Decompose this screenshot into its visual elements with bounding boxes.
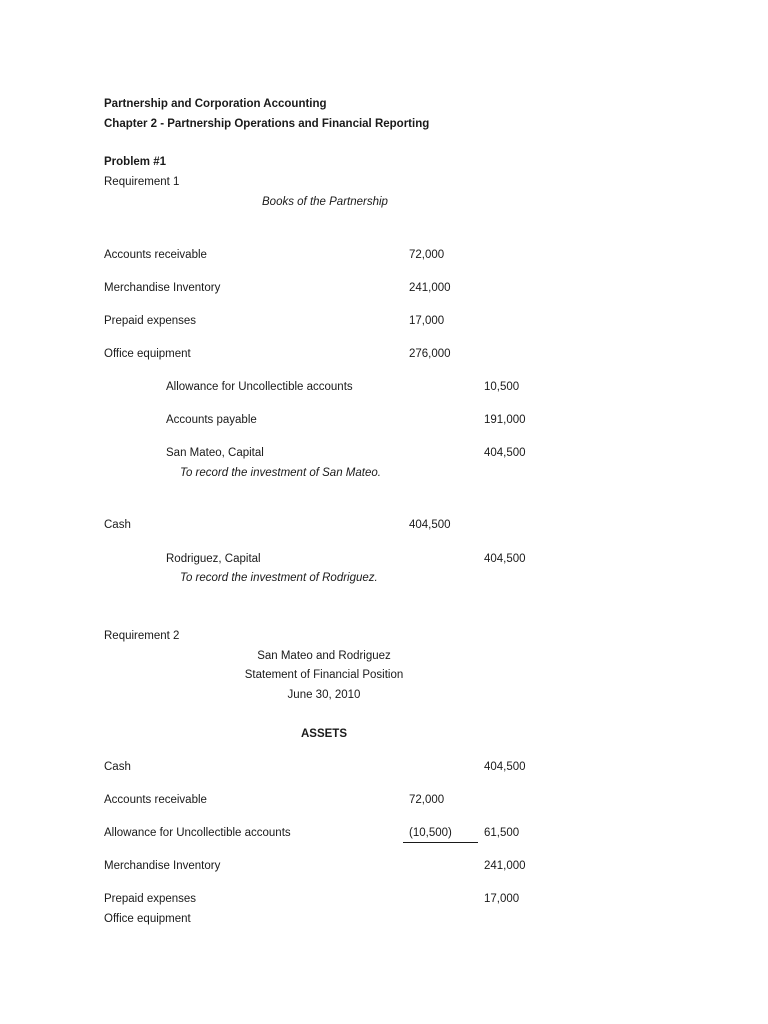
debit-account: Office equipment bbox=[104, 348, 191, 360]
company-name: San Mateo and Rodriguez bbox=[257, 650, 391, 662]
line-amount: 17,000 bbox=[484, 893, 520, 905]
entry-memo: To record the investment of Rodriguez. bbox=[180, 572, 378, 584]
credit-amount: 404,500 bbox=[484, 553, 526, 565]
debit-account: Cash bbox=[104, 519, 131, 531]
line-account: Cash bbox=[104, 761, 131, 773]
assets-heading: ASSETS bbox=[300, 728, 347, 740]
course-title: Partnership and Corporation Accounting bbox=[104, 98, 327, 110]
debit-amount: 72,000 bbox=[409, 249, 445, 261]
requirement-1-label: Requirement 1 bbox=[104, 176, 180, 188]
debit-account: Accounts receivable bbox=[104, 249, 207, 261]
line-account: Office equipment bbox=[104, 913, 191, 925]
problem-title: Problem #1 bbox=[104, 156, 166, 168]
credit-account: Accounts payable bbox=[166, 414, 257, 426]
credit-amount: 404,500 bbox=[484, 447, 526, 459]
line-amount: 404,500 bbox=[484, 761, 526, 773]
line-account: Merchandise Inventory bbox=[104, 860, 221, 872]
chapter-title: Chapter 2 - Partnership Operations and Financial Reporting bbox=[104, 118, 430, 130]
line-net-amount: 61,500 bbox=[484, 827, 520, 839]
line-account: Allowance for Uncollectible accounts bbox=[104, 827, 291, 839]
line-account: Accounts receivable bbox=[104, 794, 207, 806]
journal-heading: Books of the Partnership bbox=[262, 196, 388, 208]
line-amount-underlined: (10,500) bbox=[403, 826, 478, 843]
credit-account: San Mateo, Capital bbox=[166, 447, 264, 459]
debit-account: Prepaid expenses bbox=[104, 315, 197, 327]
credit-account: Rodriguez, Capital bbox=[166, 553, 261, 565]
line-amount: 241,000 bbox=[484, 860, 526, 872]
debit-amount: 276,000 bbox=[409, 348, 451, 360]
credit-amount: 191,000 bbox=[484, 414, 526, 426]
statement-date: June 30, 2010 bbox=[287, 689, 361, 701]
entry-memo: To record the investment of San Mateo. bbox=[180, 467, 381, 479]
debit-amount: 17,000 bbox=[409, 315, 445, 327]
statement-title: Statement of Financial Position bbox=[244, 669, 404, 681]
line-amount: 72,000 bbox=[409, 794, 445, 806]
requirement-2-label: Requirement 2 bbox=[104, 630, 180, 642]
debit-account: Merchandise Inventory bbox=[104, 282, 221, 294]
debit-amount: 404,500 bbox=[409, 519, 451, 531]
credit-account: Allowance for Uncollectible accounts bbox=[166, 381, 353, 393]
credit-amount: 10,500 bbox=[484, 381, 520, 393]
line-account: Prepaid expenses bbox=[104, 893, 197, 905]
debit-amount: 241,000 bbox=[409, 282, 451, 294]
